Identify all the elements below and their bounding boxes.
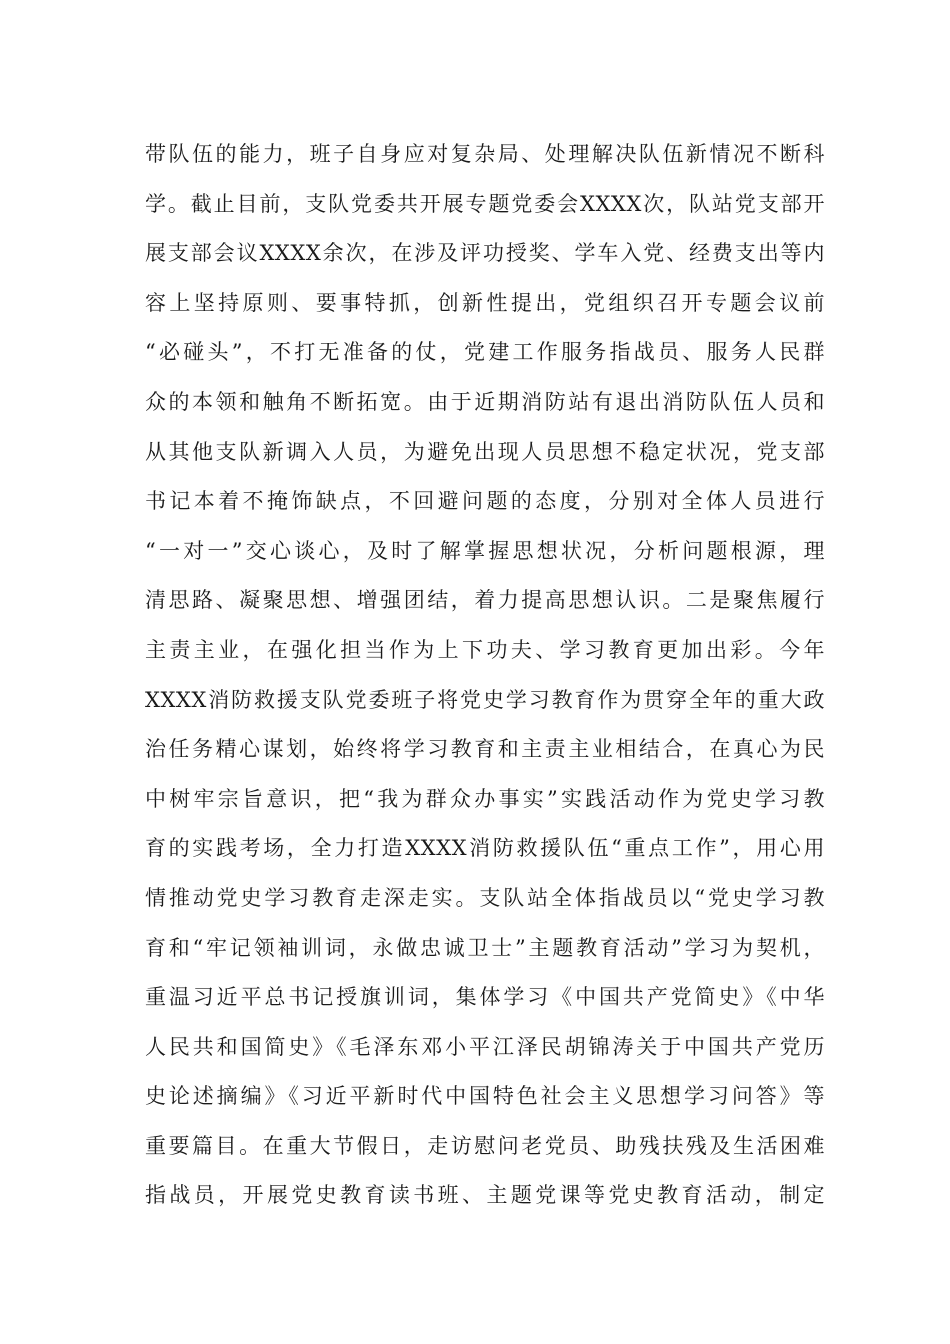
text-line: 重要篇目。在重大节假日，走访慰问老党员、助残扶残及生活困难 (145, 1133, 825, 1158)
text-line: 学。截止目前，支队党委共开展专题党委会XXXX次，队站党支部开 (145, 191, 825, 216)
text-line: XXXX消防救援支队党委班子将党史学习教育作为贯穿全年的重大政 (145, 687, 825, 712)
text-line: 育和“牢记领袖训词，永做忠诚卫士”主题教育活动”学习为契机， (145, 935, 825, 960)
text-line: 人民共和国简史》《毛泽东邓小平江泽民胡锦涛关于中国共产党历 (145, 1034, 825, 1059)
body-paragraph (145, 130, 825, 1221)
text-line: 育的实践考场，全力打造XXXX消防救援队伍“重点工作”，用心用 (145, 836, 825, 861)
text-line: 带队伍的能力，班子自身应对复杂局、处理解决队伍新情况不断科 (145, 142, 825, 166)
text-line: 中树牢宗旨意识，把“我为群众办事实”实践活动作为党史学习教 (145, 786, 825, 811)
text-line: 重温习近平总书记授旗训词，集体学习《中国共产党简史》《中华 (145, 985, 825, 1010)
text-line: 容上坚持原则、要事特抓，创新性提出，党组织召开专题会议前 (145, 290, 825, 315)
text-line: “一对一”交心谈心，及时了解掌握思想状况，分析问题根源，理 (145, 538, 825, 563)
text-line: 史论述摘编》《习近平新时代中国特色社会主义思想学习问答》等 (145, 1084, 825, 1109)
text-line: 展支部会议XXXX余次，在涉及评功授奖、学车入党、经费支出等内 (145, 241, 825, 266)
text-line: 众的本领和触角不断拓宽。由于近期消防站有退出消防队伍人员和 (145, 389, 825, 414)
text-line: 从其他支队新调入人员，为避免出现人员思想不稳定状况，党支部 (145, 439, 825, 464)
text-line: 情推动党史学习教育走深走实。支队站全体指战员以“党史学习教 (145, 885, 825, 910)
text-line: 书记本着不掩饰缺点，不回避问题的态度，分别对全体人员进行 (145, 489, 825, 514)
text-line: 治任务精心谋划，始终将学习教育和主责主业相结合，在真心为民 (145, 737, 825, 762)
text-line: 指战员，开展党史教育读书班、主题党课等党史教育活动，制定 (145, 1183, 825, 1208)
text-line: “必碰头”，不打无准备的仗，党建工作服务指战员、服务人民群 (145, 340, 825, 365)
text-line: 主责主业，在强化担当作为上下功夫、学习教育更加出彩。今年 (145, 637, 825, 662)
text-line: 清思路、凝聚思想、增强团结，着力提高思想认识。二是聚焦履行 (145, 588, 825, 613)
